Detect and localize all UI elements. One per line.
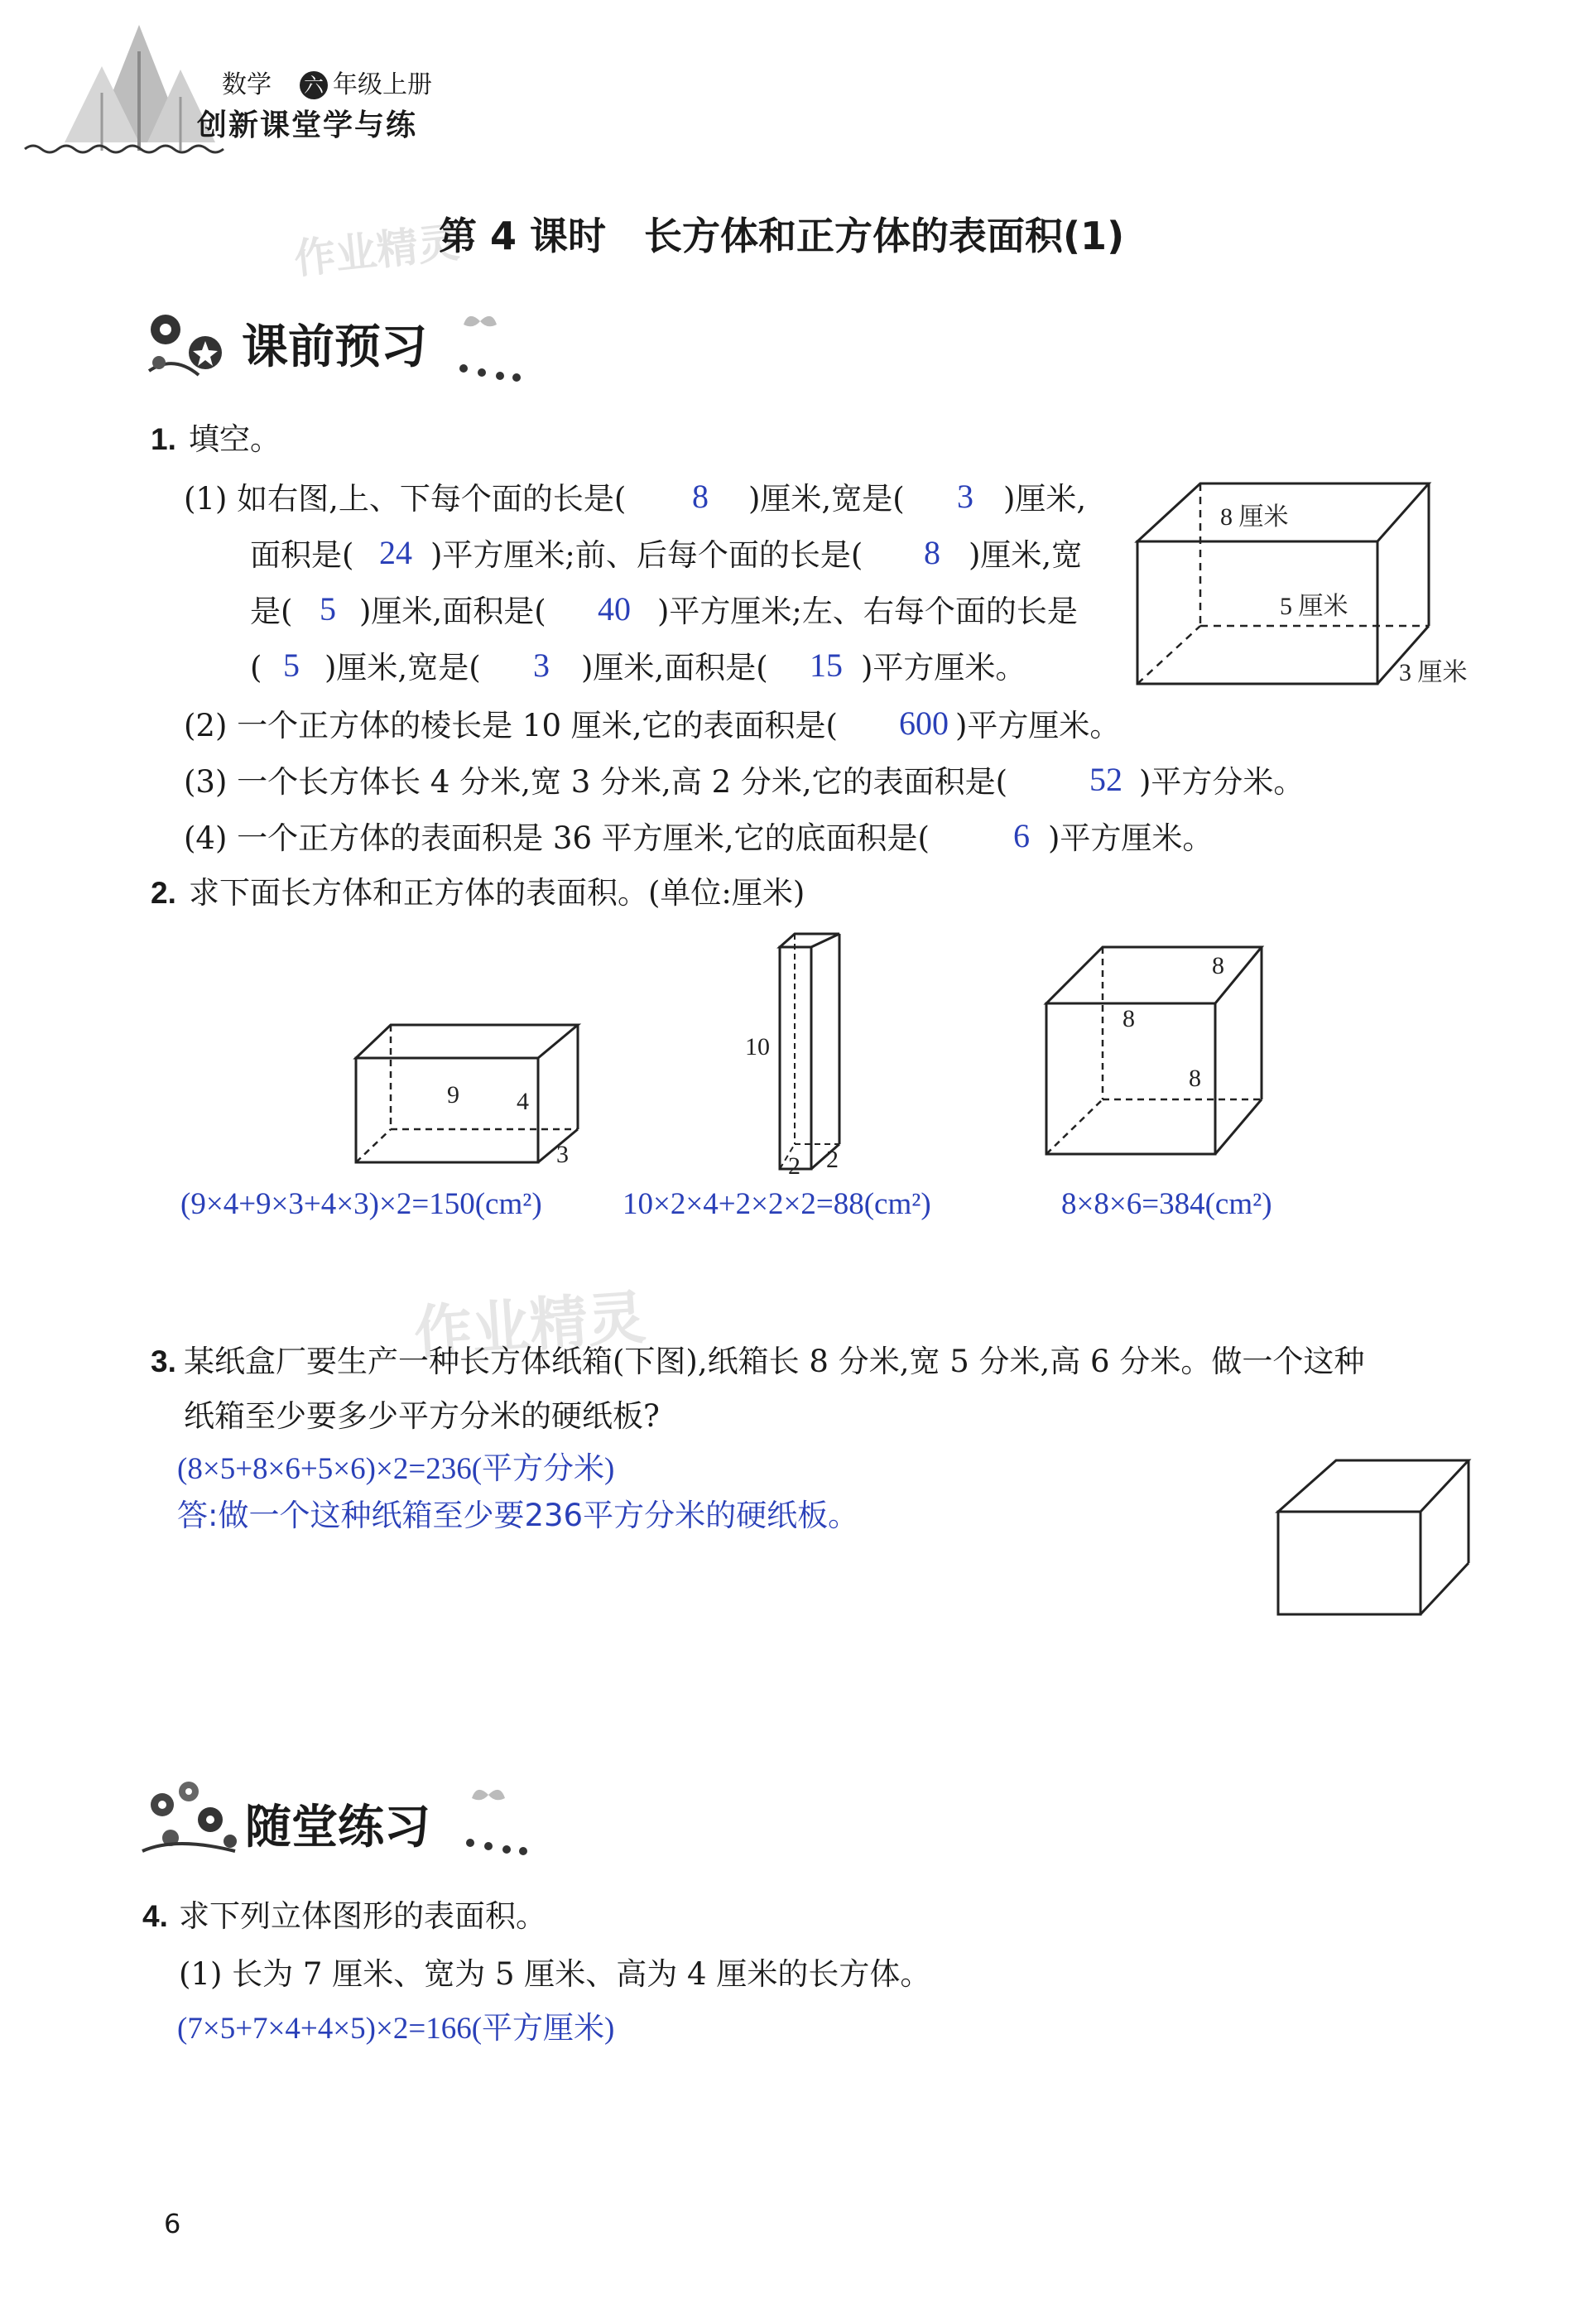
q1-p1-line1a: (1) 如右图,上、下每个面的长是( <box>184 481 627 517</box>
butterfly-dots-icon-2 <box>437 1780 553 1863</box>
q2-fig3-height: 8 <box>1189 1065 1201 1092</box>
q1-p2-answer: 600 <box>899 705 949 742</box>
section-label-preview: 课前预习 <box>242 320 427 374</box>
q2-cube-figure <box>1040 940 1280 1164</box>
section-label-practice: 随堂练习 <box>245 1801 430 1854</box>
q4-stem: 求下列立体图形的表面积。 <box>179 1898 546 1934</box>
page-number: 6 <box>164 2208 181 2239</box>
q3-line1: 某纸盒厂要生产一种长方体纸箱(下图),纸箱长 8 分米,宽 5 分米,高 6 分米。做一个这种 <box>184 1344 1365 1379</box>
q4-p1-text: (1) 长为 7 厘米、宽为 5 厘米、高为 4 厘米的长方体。 <box>179 1956 931 1992</box>
q1-p1-line1c: )厘米, <box>1003 481 1087 517</box>
q2-fig2-depth: 2 <box>826 1146 839 1173</box>
q1-fig-label-length: 8 厘米 <box>1220 503 1289 531</box>
q2-fig1-height: 4 <box>517 1088 529 1115</box>
q4-p1-answer: (7×5+7×4+4×5)×2=166(平方厘米) <box>177 2012 615 2046</box>
q3-number: 3. <box>151 1344 176 1378</box>
q1-p2-text: (2) 一个正方体的棱长是 10 厘米,它的表面积是( <box>184 708 838 743</box>
q1-fig-label-width: 3 厘米 <box>1399 659 1468 686</box>
q3-line2: 纸箱至少要多少平方分米的硬纸板? <box>184 1398 660 1434</box>
header-series: 创新课堂学与练 <box>197 108 418 142</box>
q2-fig1-length: 9 <box>447 1081 459 1109</box>
q1-p1-ans8: 3 <box>533 647 550 684</box>
q2-fig3-width: 8 <box>1122 1005 1135 1032</box>
q1-p1-line4b: )厘米,宽是( <box>324 650 481 685</box>
q2-answer-3: 8×8×6=384(cm²) <box>1061 1187 1272 1221</box>
q1-cuboid-figure <box>1126 479 1490 694</box>
header-subject: 数学 <box>222 70 272 99</box>
q3-answer-calc: (8×5+8×6+5×6)×2=236(平方分米) <box>177 1452 615 1486</box>
q2-tall-prism-figure <box>737 927 869 1176</box>
q1-p1-line3b: )厘米,面积是( <box>359 594 546 629</box>
q1-p1-ans5: 5 <box>320 590 336 628</box>
q1-p2-text-end: )平方厘米。 <box>955 708 1121 743</box>
q2-stem: 求下面长方体和正方体的表面积。(单位:厘米) <box>189 875 805 911</box>
q3-box-figure <box>1270 1454 1478 1619</box>
q1-p1-line3a: 是( <box>250 594 293 629</box>
q1-p1-ans7: 5 <box>283 647 300 684</box>
q2-fig3-depth: 8 <box>1212 952 1224 979</box>
header-grade: 年级上册 <box>333 70 432 99</box>
q1-stem: 填空。 <box>189 421 281 457</box>
q1-p1-ans3: 24 <box>379 534 412 571</box>
butterfly-dots-icon <box>430 306 546 389</box>
q1-p4-answer: 6 <box>1013 817 1030 854</box>
q1-p1-line2a: 面积是( <box>250 537 354 573</box>
q2-fig1-width: 3 <box>556 1141 569 1167</box>
q1-p1-line2b: )平方厘米;前、后每个面的长是( <box>430 537 863 573</box>
q2-number: 2. <box>151 876 176 910</box>
grade-badge: 六 <box>300 71 328 99</box>
q1-p1-line2c: )厘米,宽 <box>969 537 1083 573</box>
q1-p1-ans6: 40 <box>598 590 631 628</box>
q1-p3-text: (3) 一个长方体长 4 分米,宽 3 分米,高 2 分米,它的表面积是( <box>184 764 1008 800</box>
q2-answer-1: (9×4+9×3+4×3)×2=150(cm²) <box>180 1187 542 1221</box>
flower-ornament-icon <box>141 305 240 387</box>
q1-p1-ans2: 3 <box>957 478 973 515</box>
q3-answer-sentence: 答:做一个这种纸箱至少要236平方分米的硬纸板。 <box>177 1498 859 1533</box>
q1-p1-ans9: 15 <box>810 647 843 684</box>
q1-p1-line4c: )厘米,面积是( <box>581 650 768 685</box>
q1-p3-answer: 52 <box>1089 761 1122 798</box>
q1-p1-line1b: )厘米,宽是( <box>748 481 905 517</box>
q1-fig-label-height: 5 厘米 <box>1280 593 1348 620</box>
watermark-2: 作业精灵 <box>411 1283 648 1368</box>
q2-answer-2: 10×2×4+2×2×2=88(cm²) <box>623 1187 931 1221</box>
q1-p4-text: (4) 一个正方体的表面积是 36 平方厘米,它的底面积是( <box>184 820 930 856</box>
q1-p1-ans1: 8 <box>692 478 709 515</box>
q1-p1-line4a: ( <box>250 650 262 685</box>
q4-number: 4. <box>142 1899 168 1933</box>
q2-cuboid-figure <box>348 1010 596 1167</box>
q2-fig2-height: 10 <box>745 1033 770 1060</box>
q1-p3-text-end: )平方分米。 <box>1139 764 1305 800</box>
watermark: 作业精灵 <box>291 218 462 284</box>
q1-number: 1. <box>151 422 176 456</box>
flower-cluster-icon <box>137 1772 245 1863</box>
q1-p4-text-end: )平方厘米。 <box>1048 820 1214 856</box>
q1-p1-ans4: 8 <box>924 534 940 571</box>
q1-p1-line4d: )平方厘米。 <box>861 650 1026 685</box>
q1-p1-line3c: )平方厘米;左、右每个面的长是 <box>657 594 1078 629</box>
lesson-title: 第 4 课时 长方体和正方体的表面积(1) <box>439 214 1125 258</box>
q2-fig2-width: 2 <box>788 1152 800 1176</box>
